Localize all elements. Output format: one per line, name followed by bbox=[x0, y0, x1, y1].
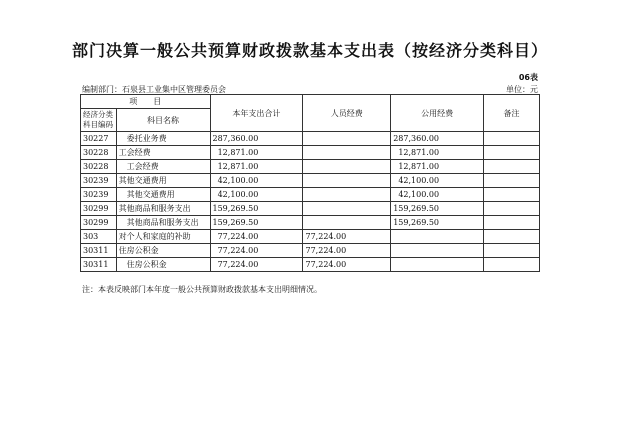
row-code-cell: 30311 bbox=[81, 244, 117, 258]
header-public: 公用经费 bbox=[391, 95, 484, 132]
table-row bbox=[81, 244, 540, 258]
row-public-cell: 287,360.00 bbox=[391, 132, 484, 146]
header-personnel: 人员经费 bbox=[303, 95, 391, 132]
table-row bbox=[81, 230, 540, 244]
row-code-cell: 30299 bbox=[81, 202, 117, 216]
row-public-cell: 42,100.00 bbox=[391, 188, 484, 202]
expense-table bbox=[80, 94, 540, 272]
header-subject: 科目名称 bbox=[116, 109, 210, 132]
row-public-cell: 42,100.00 bbox=[391, 174, 484, 188]
page-title: 部门决算一般公共预算财政拨款基本支出表（按经济分类科目） bbox=[71, 41, 548, 60]
row-name-cell: 工会经费 bbox=[116, 146, 210, 160]
row-total-cell: 159,269.50 bbox=[210, 216, 303, 230]
header-remark: 备注 bbox=[484, 95, 540, 132]
table-row bbox=[81, 160, 540, 174]
row-total-cell: 77,224.00 bbox=[210, 230, 303, 244]
row-code-cell: 30228 bbox=[81, 160, 117, 174]
row-total-cell: 12,871.00 bbox=[210, 146, 303, 160]
row-total-cell: 42,100.00 bbox=[210, 174, 303, 188]
row-total-cell: 77,224.00 bbox=[210, 244, 303, 258]
row-personnel-cell bbox=[303, 202, 391, 216]
row-name-cell: 工会经费 bbox=[116, 160, 210, 174]
row-remark-cell bbox=[484, 258, 540, 272]
row-code-cell: 30299 bbox=[81, 216, 117, 230]
header-code: 经济分类科目编码 bbox=[81, 109, 117, 132]
row-total-cell: 12,871.00 bbox=[210, 160, 303, 174]
row-personnel-cell: 77,224.00 bbox=[303, 230, 391, 244]
row-total-cell: 159,269.50 bbox=[210, 202, 303, 216]
table-row bbox=[81, 202, 540, 216]
table-code: 06表 bbox=[518, 73, 538, 82]
row-personnel-cell: 77,224.00 bbox=[303, 244, 391, 258]
org-label: 编制部门：石泉县工业集中区管理委员会 bbox=[82, 85, 226, 94]
row-code-cell: 30227 bbox=[81, 132, 117, 146]
row-name-cell: 住房公积金 bbox=[116, 244, 210, 258]
row-name-cell: 住房公积金 bbox=[116, 258, 210, 272]
row-code-cell: 30239 bbox=[81, 174, 117, 188]
table-row bbox=[81, 216, 540, 230]
row-remark-cell bbox=[484, 202, 540, 216]
row-code-cell: 30228 bbox=[81, 146, 117, 160]
row-remark-cell bbox=[484, 188, 540, 202]
row-personnel-cell bbox=[303, 174, 391, 188]
row-public-cell: 12,871.00 bbox=[391, 160, 484, 174]
row-remark-cell bbox=[484, 160, 540, 174]
row-personnel-cell bbox=[303, 132, 391, 146]
row-personnel-cell bbox=[303, 216, 391, 230]
row-personnel-cell bbox=[303, 146, 391, 160]
row-name-cell: 其他交通费用 bbox=[116, 188, 210, 202]
row-public-cell bbox=[391, 244, 484, 258]
row-code-cell: 30311 bbox=[81, 258, 117, 272]
row-name-cell: 对个人和家庭的补助 bbox=[116, 230, 210, 244]
row-personnel-cell bbox=[303, 160, 391, 174]
row-remark-cell bbox=[484, 244, 540, 258]
table-row bbox=[81, 258, 540, 272]
row-personnel-cell bbox=[303, 188, 391, 202]
row-name-cell: 其他商品和服务支出 bbox=[116, 202, 210, 216]
row-code-cell: 30239 bbox=[81, 188, 117, 202]
unit-label: 单位：元 bbox=[506, 85, 538, 94]
row-total-cell: 42,100.00 bbox=[210, 188, 303, 202]
table-row bbox=[81, 174, 540, 188]
row-total-cell: 287,360.00 bbox=[210, 132, 303, 146]
row-remark-cell bbox=[484, 146, 540, 160]
row-personnel-cell: 77,224.00 bbox=[303, 258, 391, 272]
table-row bbox=[81, 188, 540, 202]
table-row bbox=[81, 146, 540, 160]
row-total-cell: 77,224.00 bbox=[210, 258, 303, 272]
row-code-cell: 303 bbox=[81, 230, 117, 244]
row-remark-cell bbox=[484, 132, 540, 146]
row-remark-cell bbox=[484, 230, 540, 244]
row-public-cell: 159,269.50 bbox=[391, 216, 484, 230]
row-public-cell bbox=[391, 230, 484, 244]
row-public-cell: 159,269.50 bbox=[391, 202, 484, 216]
table-body bbox=[81, 132, 540, 272]
header-item: 项 目 bbox=[81, 95, 211, 109]
table-row bbox=[81, 132, 540, 146]
row-name-cell: 其他交通费用 bbox=[116, 174, 210, 188]
footnote: 注：本表反映部门本年度一般公共预算财政拨款基本支出明细情况。 bbox=[82, 285, 322, 294]
row-name-cell: 其他商品和服务支出 bbox=[116, 216, 210, 230]
row-public-cell: 12,871.00 bbox=[391, 146, 484, 160]
row-name-cell: 委托业务费 bbox=[116, 132, 210, 146]
row-public-cell bbox=[391, 258, 484, 272]
header-total: 本年支出合计 bbox=[210, 95, 303, 132]
row-remark-cell bbox=[484, 216, 540, 230]
row-remark-cell bbox=[484, 174, 540, 188]
